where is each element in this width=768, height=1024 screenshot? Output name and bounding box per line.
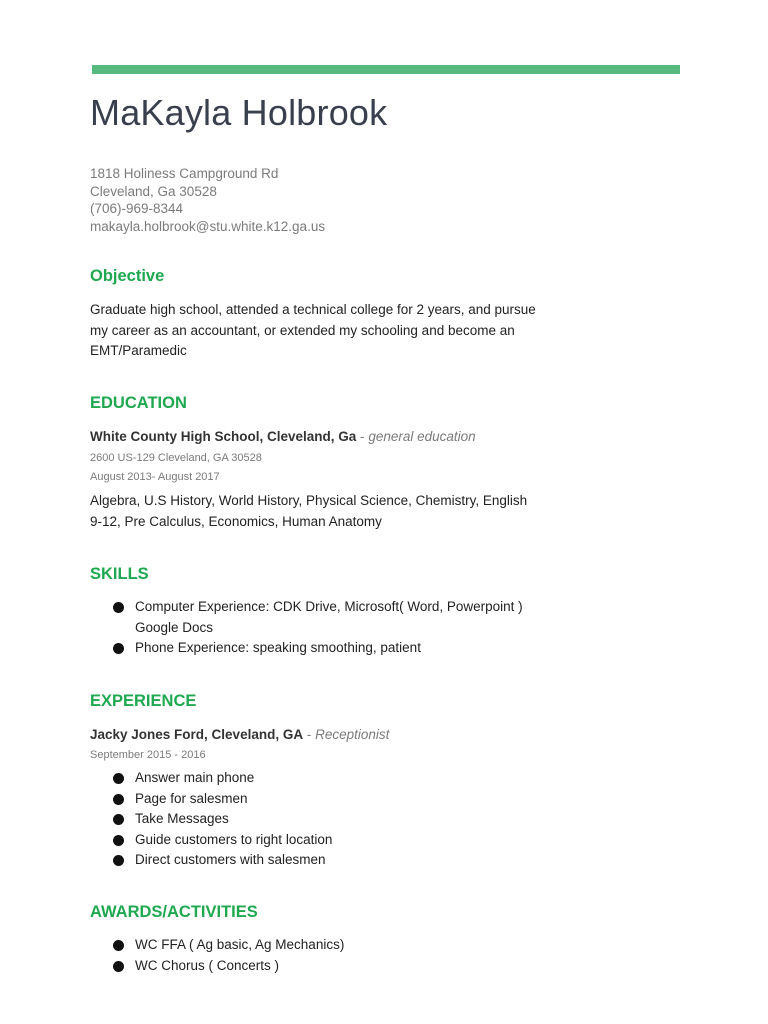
duty-text: Take Messages <box>135 811 229 826</box>
list-item <box>113 768 332 789</box>
duty-text: Page for salesmen <box>135 790 248 806</box>
list-item <box>113 830 332 851</box>
experience-dates: September 2015 - 2016 <box>90 749 206 761</box>
objective-line: EMT/Paramedic <box>90 343 187 359</box>
bullet-icon <box>113 961 124 972</box>
courses-text <box>90 491 527 532</box>
bullet-icon <box>113 643 124 654</box>
bullet-icon <box>113 940 124 951</box>
address-line-1: 1818 Holiness Campground Rd <box>90 166 279 181</box>
education-entry-title <box>90 429 476 444</box>
skills-heading: SKILLS <box>90 565 149 583</box>
skill-text-continued: Google Docs <box>135 619 214 635</box>
courses-line: 9-12, Pre Calculus, Economics, Human Anatomy <box>90 513 382 529</box>
objective-heading: Objective <box>90 267 165 285</box>
duty-text: Guide customers to right location <box>135 831 333 847</box>
list-item <box>113 597 523 638</box>
school-name: White County High School, Cleveland, Ga <box>90 429 357 444</box>
resume-name: MaKayla Holbrook <box>90 92 388 133</box>
awards-list <box>113 935 344 976</box>
school-address: 2600 US-129 Cleveland, GA 30528 <box>90 452 262 464</box>
award-text: WC Chorus ( Concerts ) <box>135 957 280 973</box>
courses-line: Algebra, U.S History, World History, Physical Science, Chemistry, English <box>90 493 528 508</box>
experience-entry-title <box>90 727 389 742</box>
education-program: general education <box>368 429 476 444</box>
skill-text: Computer Experience: CDK Drive, Microsoft( Word, Powerpoint ) <box>135 599 523 614</box>
bullet-icon <box>113 773 124 784</box>
list-item <box>113 935 344 956</box>
experience-heading: EXPERIENCE <box>90 692 197 710</box>
contact-block <box>90 165 325 236</box>
education-dates: August 2013- August 2017 <box>90 471 220 483</box>
list-item <box>113 956 344 977</box>
job-role: Receptionist <box>315 727 390 742</box>
list-item <box>113 638 523 659</box>
list-item <box>113 850 332 871</box>
address-line-2: Cleveland, Ga 30528 <box>90 183 217 199</box>
awards-heading: AWARDS/ACTIVITIES <box>90 903 258 921</box>
bullet-icon <box>113 602 124 613</box>
phone-number: (706)-969-8344 <box>90 201 184 217</box>
duty-text: Answer main phone <box>135 770 255 785</box>
duties-list <box>113 768 332 871</box>
title-separator: - <box>306 727 312 742</box>
bullet-icon <box>113 855 124 866</box>
bullet-icon <box>113 794 124 805</box>
list-item <box>113 809 332 830</box>
objective-line: my career as an accountant, or extended my schooling and become an <box>90 322 515 338</box>
title-separator: - <box>360 429 365 444</box>
award-text: WC FFA ( Ag basic, Ag Mechanics) <box>135 937 345 952</box>
education-heading: EDUCATION <box>90 394 187 412</box>
bullet-icon <box>113 835 124 846</box>
email-address: makayla.holbrook@stu.white.k12.ga.us <box>90 219 326 235</box>
employer-name: Jacky Jones Ford, Cleveland, GA <box>90 727 304 742</box>
header-accent-bar <box>92 65 680 74</box>
skills-list <box>113 597 523 659</box>
objective-text <box>90 300 536 362</box>
list-item <box>113 789 332 810</box>
objective-line: Graduate high school, attended a technical college for 2 years, and pursue <box>90 302 536 317</box>
skill-text: Phone Experience: speaking smoothing, patient <box>135 640 421 655</box>
duty-text: Direct customers with salesmen <box>135 852 326 867</box>
bullet-icon <box>113 814 124 825</box>
